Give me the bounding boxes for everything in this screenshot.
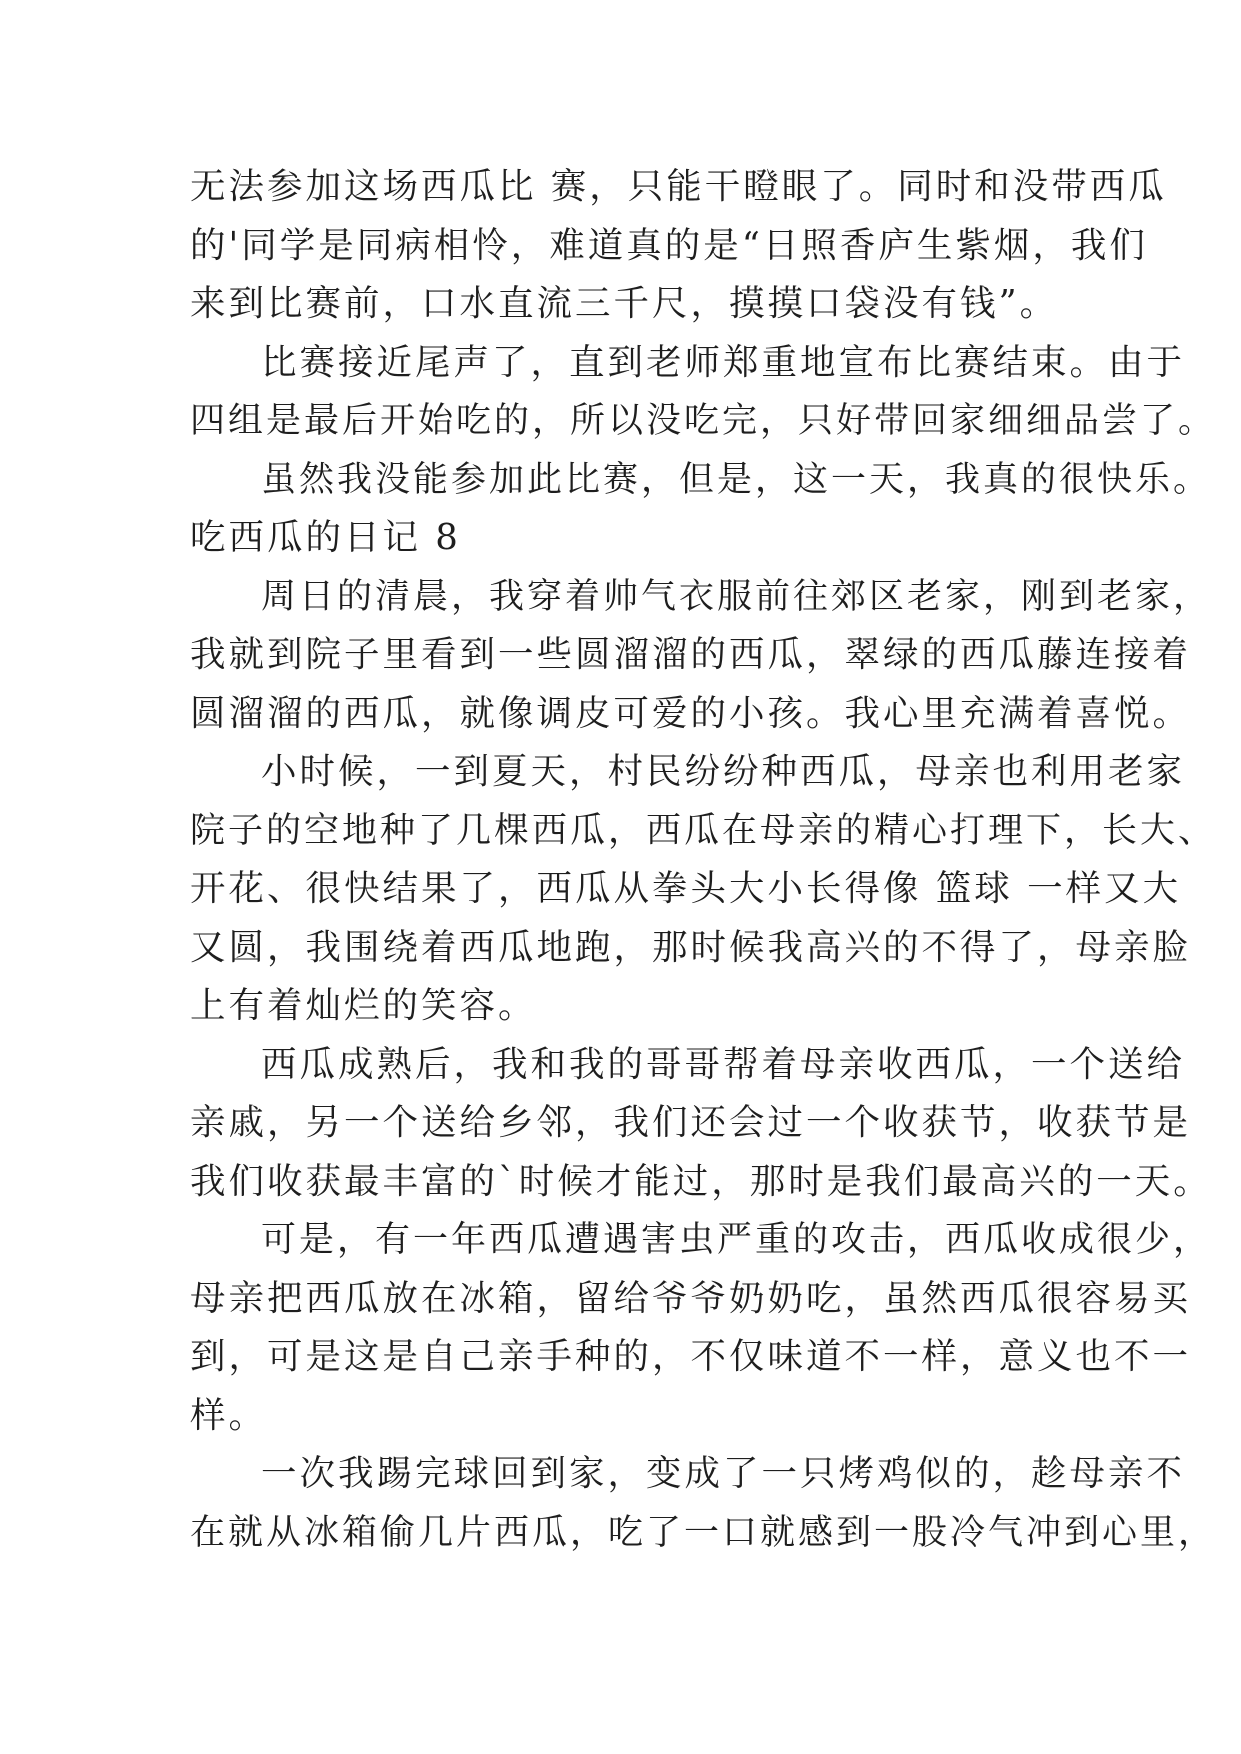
text-line: 院子的空地种了几棵西瓜，西瓜在母亲的精心打理下，长大、 <box>190 810 1217 851</box>
text-line: 小时候，一到夏天，村民纷纷种西瓜，母亲也利用老家 <box>261 751 1186 792</box>
text-line: 周日的清晨，我穿着帅气衣服前往郊区老家，刚到老家， <box>261 576 1212 617</box>
text-line: 可是，有一年西瓜遭遇害虫严重的攻击，西瓜收成很少， <box>261 1220 1212 1260</box>
text-line: 的'同学是同病相怜，难道真的是“日照香庐生紫烟，我们 <box>190 224 1148 266</box>
text-line: 母亲把西瓜放在冰箱，留给爷爷奶奶吃，虽然西瓜很容易买 <box>190 1277 1192 1319</box>
text-line: 亲戚，另一个送给乡邻，我们还会过一个收获节，收获节是 <box>190 1102 1192 1143</box>
text-line: 到，可是这是自己亲手种的，不仅味道不一样，意义也不一 <box>190 1336 1192 1377</box>
text-line: 上有着灿烂的笑容。 <box>190 985 537 1026</box>
text-line: 样。 <box>190 1394 268 1436</box>
text-line: 在就从冰箱偷几片西瓜，吃了一口就感到一股冷气冲到心里， <box>190 1512 1217 1553</box>
text-line: 西瓜成熟后，我和我的哥哥帮着母亲收西瓜，一个送给 <box>261 1043 1186 1085</box>
text-line: 四组是最后开始吃的，所以没吃完，只好带回家细细品尝了。 <box>190 401 1217 441</box>
text-line: 开花、很快结果了，西瓜从拳头大小长得像 篮球 一样又大 <box>190 868 1182 909</box>
text-line: 一次我踢完球回到家，变成了一只烤鸡似的，趁母亲不 <box>261 1453 1186 1494</box>
section-heading: 吃西瓜的日记 8 <box>190 517 461 558</box>
text-line: 无法参加这场西瓜比 赛，只能干瞪眼了。同时和没带西瓜 <box>190 166 1167 207</box>
text-line: 我们收获最丰富的`时候才能过，那时是我们最高兴的一天。 <box>190 1160 1212 1202</box>
text-line: 比赛接近尾声了，直到老师郑重地宣布比赛结束。由于 <box>261 341 1186 383</box>
text-line: 来到比赛前，口水直流三千尺，摸摸口袋没有钱”。 <box>190 283 1059 324</box>
text-line: 虽然我没能参加此比赛，但是，这一天，我真的很快乐。 <box>261 459 1212 500</box>
text-line: 我就到院子里看到一些圆溜溜的西瓜，翠绿的西瓜藤连接着 <box>190 634 1192 675</box>
text-line: 又圆，我围绕着西瓜地跑，那时候我高兴的不得了，母亲脸 <box>190 926 1192 968</box>
document-body <box>190 158 1217 1562</box>
text-line: 圆溜溜的西瓜，就像调皮可爱的小孩。我心里充满着喜悦。 <box>190 692 1192 734</box>
